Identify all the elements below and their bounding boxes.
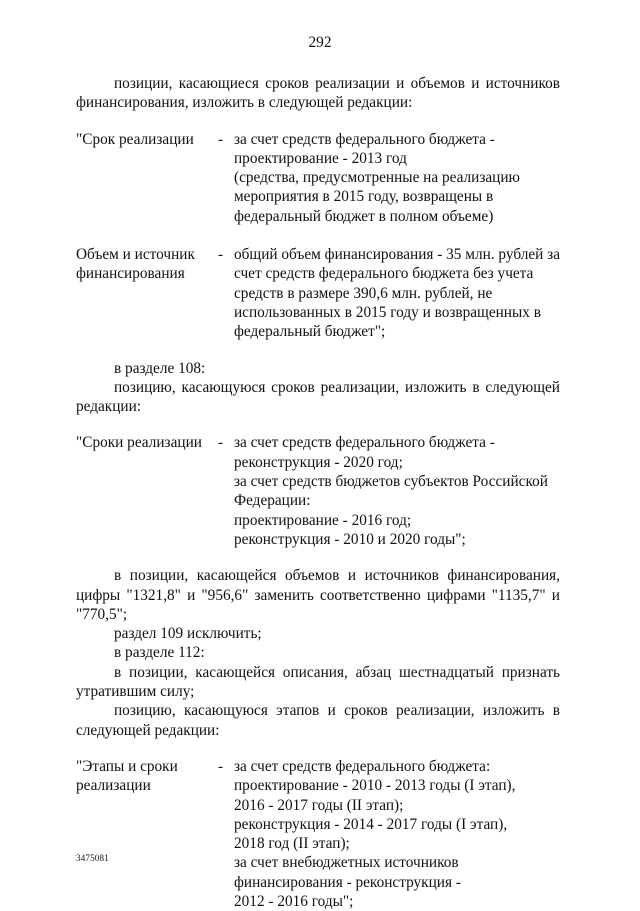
block-line: 2012 - 2016 годы";	[234, 892, 354, 910]
block-line: проектирование - 2013 год	[234, 149, 407, 167]
block-line: федеральный бюджет";	[234, 323, 386, 341]
section-112-heading: в разделе 112:	[114, 644, 205, 662]
terms-block-108	[76, 433, 560, 549]
block-line: 2016 - 2017 годы (II этап);	[234, 796, 404, 814]
block-line: (средства, предусмотренные на реализацию	[234, 169, 520, 187]
block-line: за счет средств федерального бюджета -	[234, 130, 495, 148]
block-line: проектирование - 2010 - 2013 годы (I этап),	[234, 777, 516, 795]
document-body	[76, 74, 560, 911]
intro-paragraph: позиции, касающиеся сроков реализации и объемов и источников финансирования, изложить в следующей редакции:	[76, 75, 560, 112]
block-line: общий объем финансирования - 35 млн. рублей за	[234, 246, 560, 264]
block-line: за счет средств федерального бюджета -	[234, 434, 495, 452]
block-line: реконструкция - 2010 и 2020 годы";	[234, 530, 466, 548]
page-number: 292	[308, 34, 332, 51]
section-109-paragraph: раздел 109 исключить;	[114, 625, 262, 643]
block-line: счет средств федерального бюджета без учета	[234, 265, 534, 283]
block-dash: -	[218, 757, 224, 775]
block-line: за счет средств федерального бюджета:	[234, 757, 491, 775]
block-label: "Сроки реализации	[76, 434, 202, 452]
block-line: использованных в 2015 году и возвращенных в	[234, 303, 541, 321]
section-112-paragraph-b: позицию, касающуюся этапов и сроков реализации, изложить в следующей редакции:	[76, 702, 560, 739]
block-line: за счет внебюджетных источников	[234, 854, 459, 872]
stages-block-112	[76, 757, 560, 911]
block-line: проектирование - 2016 год;	[234, 511, 412, 529]
block-dash: -	[218, 434, 224, 452]
block-dash: -	[218, 130, 224, 148]
block-line: мероприятия в 2015 году, возвращены в	[234, 188, 494, 206]
funding-block	[76, 245, 560, 341]
block-value	[234, 245, 560, 341]
block-line: за счет средств бюджетов субъектов Российской	[234, 473, 548, 491]
section-112-paragraph-a: в позиции, касающейся описания, абзац шестнадцатый признать утратившим силу;	[76, 663, 560, 701]
block-label: "Срок реализации	[76, 130, 194, 148]
block-label: Объем и источник финансирования	[76, 246, 195, 283]
term-block	[76, 130, 560, 226]
document-code: 3475081	[76, 853, 109, 863]
block-line: реконструкция - 2014 - 2017 годы (I этап),	[234, 815, 508, 833]
block-value	[234, 757, 560, 911]
block-value	[234, 130, 560, 226]
block-dash: -	[218, 246, 224, 264]
block-line: реконструкция - 2020 год;	[234, 453, 403, 471]
figures-paragraph: в позиции, касающейся объемов и источников финансирования, цифры "1321,8" и "956,6" заменить соответственно цифрами "1135,7" и "770,5";	[76, 567, 560, 623]
block-line: финансирования - реконструкция -	[234, 873, 461, 891]
section-108-heading: в разделе 108:	[114, 359, 206, 377]
block-line: Федерации:	[234, 492, 311, 510]
block-line: средств в размере 390,6 млн. рублей, не	[234, 284, 493, 302]
block-line: федеральный бюджет в полном объеме)	[234, 207, 494, 225]
block-label: "Этапы и сроки реализации	[76, 757, 178, 795]
block-value	[234, 433, 560, 549]
block-line: 2018 год (II этап);	[234, 835, 350, 853]
section-108-paragraph: позицию, касающуюся сроков реализации, изложить в следующей редакции:	[76, 378, 560, 416]
